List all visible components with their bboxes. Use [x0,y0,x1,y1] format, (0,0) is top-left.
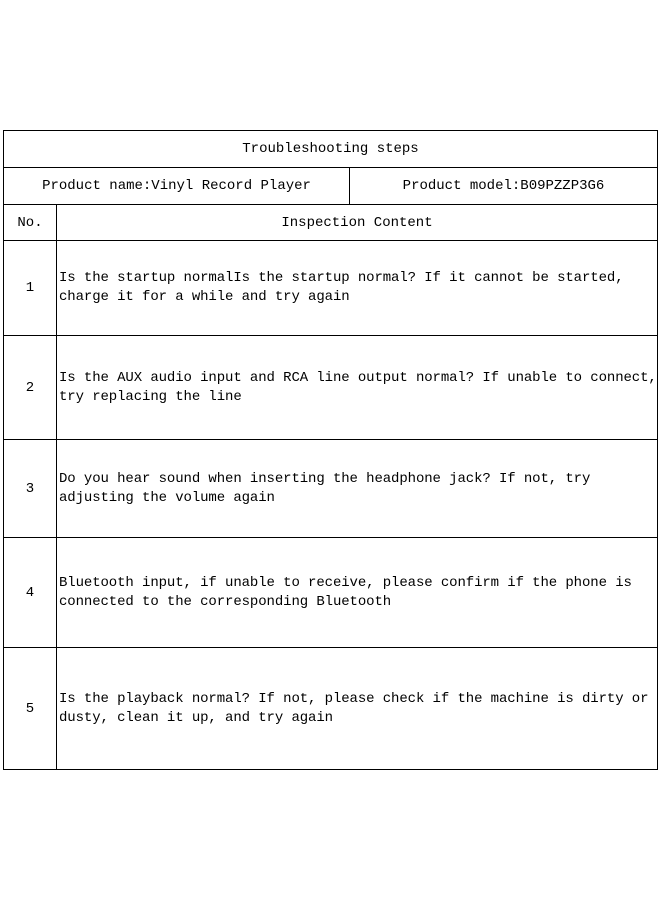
step-number-cell [4,241,57,335]
step-number-cell [4,538,57,647]
step-number: 1 [25,280,35,296]
step-number-cell [4,648,57,769]
step-number: 5 [25,700,35,717]
step-content: Is the startup normalIs the startup normal? If it cannot be started, charge it for a while and try again [59,270,624,305]
step-number: 4 [25,584,35,601]
step-content-cell [57,241,657,335]
step-content: Do you hear sound when inserting the headphone jack? If not, try adjusting the volume again [59,470,591,506]
header-no: No. [17,214,43,231]
step-number-cell [4,336,57,439]
table-row [4,241,657,336]
troubleshooting-table [3,130,658,770]
table-row [4,440,657,538]
product-name: Product name:Vinyl Record Player [42,178,311,194]
step-number-cell [4,440,57,537]
product-name-cell [4,168,350,204]
column-header-row [4,205,657,241]
table-title-row [4,131,657,168]
table-row [4,336,657,440]
header-no-cell [4,205,57,240]
header-content: Inspection Content [281,214,433,231]
header-content-cell [57,205,657,240]
step-content-cell [57,440,657,537]
product-info-row [4,168,657,205]
table-title: Troubleshooting steps [242,141,419,157]
step-number: 3 [25,480,35,497]
product-model: Product model:B09PZZP3G6 [402,178,605,194]
step-content: Is the playback normal? If not, please check if the machine is dirty or dusty, clean it up, and try again [59,690,649,726]
step-number: 2 [25,379,35,396]
product-model-cell [350,168,657,204]
step-content-cell [57,336,657,439]
step-content: Bluetooth input, if unable to receive, please confirm if the phone is connected to the corresponding Bluetooth [59,574,632,610]
table-row [4,538,657,648]
step-content-cell [57,538,657,647]
table-row [4,648,657,769]
step-content: Is the AUX audio input and RCA line output normal? If unable to connect, try replacing the line [59,369,657,405]
step-content-cell [57,648,657,769]
